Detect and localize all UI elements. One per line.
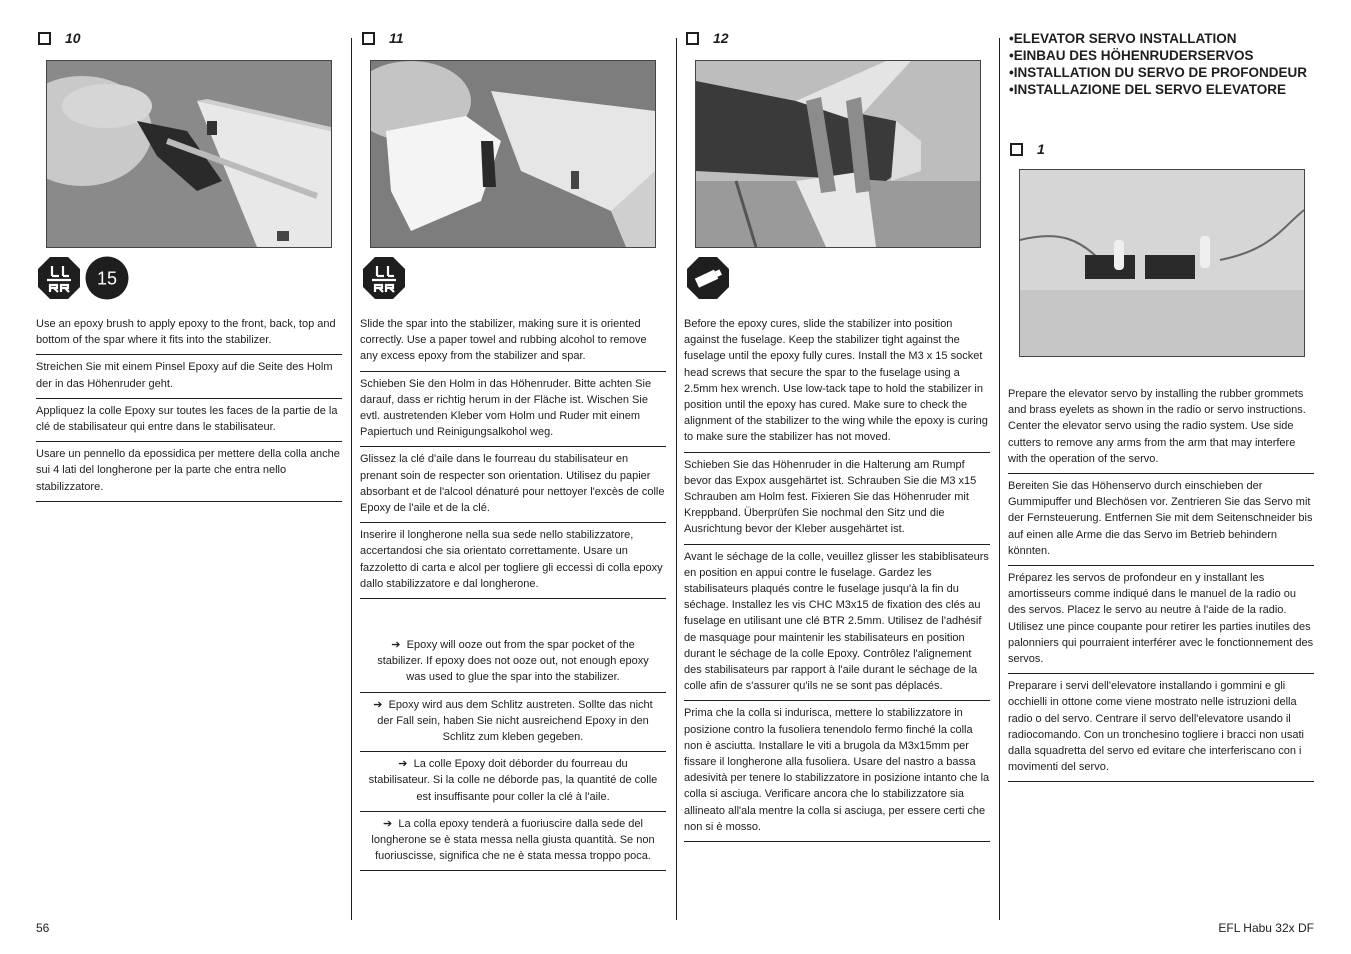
step-heading [362, 30, 404, 46]
step-number: 10 [65, 30, 81, 46]
checkbox-icon[interactable] [362, 32, 375, 45]
heading-it: •INSTALLAZIONE DEL SERVO ELEVATORE [1009, 82, 1287, 97]
paragraph-en: Prepare the elevator servo by installing the rubber grommets and brass eyelets as shown in the radio or servo instructions. Center the elevator servo using the radio system. Use side cutters to remove any arms from the arm that may interfere with the operation of the servo. [1008, 382, 1314, 474]
paragraph-en: Use an epoxy brush to apply epoxy to the front, back, top and bottom of the spar where it fits into the stabilizer. [36, 312, 342, 355]
note-en [360, 633, 666, 693]
paragraph-fr: Avant le séchage de la colle, veuillez glisser les stabiblisateurs en position en appui contre le fuselage. Gardez les stabilisateurs plaqués contre le fuselage jusqu'à la fin du séchage. Installez les vis CHC M3x15 de fixation des clés au fuselage en utilisant une clé BTR 2.5mm. Utilisez de l'adhésif de masquage pour maintenir les stabilisateurs en position durant le séchage de la colle Epoxy. Contrôlez l'alignement des stabilisateurs par rapport à l'aile durant le séchage de la colle afin de s'assurer qu'ils ne se sont pas déplacés. [684, 545, 990, 702]
paragraph-de: Schieben Sie den Holm in das Höhenruder. Bitte achten Sie darauf, dass er richtig herum in der Fläche ist. Wischen Sie evtl. austretenden Kleber vom Holm und Ruder mit einem Papiertuch und Reinigungsalkohol weg. [360, 372, 666, 448]
section-heading [1009, 30, 1309, 98]
checkbox-icon[interactable] [686, 32, 699, 45]
footer-title: EFL Habu 32x DF [1218, 921, 1314, 935]
step-heading [1010, 141, 1045, 157]
step-heading [686, 30, 729, 46]
paragraph-en: Before the epoxy cures, slide the stabilizer into position against the fuselage. Keep the stabilizer tight against the fuselage until the epoxy fully cures. Install the M3 x 15 socket head screws that secure the spar to the fuselage using a 2.5mm hex wrench. Use low-tack tape to hold the stabilizer in position until the epoxy has cured. Make sure to check the alignment of the stabilizer to the wing while the epoxy is curing to make sure the stabilizer has not moved. [684, 312, 990, 453]
instruction-text [1008, 382, 1314, 782]
sanding-block-icon [37, 256, 81, 305]
note-text: Epoxy wird aus dem Schlitz austreten. Sollte das nicht der Fall sein, haben Sie nicht ausreichend Epoxy in den Schlitz zum kleben gegeben. [377, 698, 653, 744]
heading-en: •ELEVATOR SERVO INSTALLATION [1009, 31, 1237, 46]
page-number: 56 [36, 921, 50, 935]
arrow-right-icon: ➔ [391, 639, 401, 651]
arrow-right-icon: ➔ [398, 758, 408, 771]
instruction-text [684, 312, 990, 842]
paragraph-it: Preparare i servi dell'elevatore installando i gommini e gli occhielli in ottone come viene mostrato nelle istruzioni della radio o del servo. Centrare il servo dell'elevatore usando il radiocomando. Con un tronchesino togliere i bracci non usati dalla squadretta del servo ed evitare che interferiscano con i movimenti del servo. [1008, 674, 1314, 782]
step-photo-stabilizer-taped [695, 60, 981, 248]
paragraph-fr: Glissez la clé d'aile dans le fourreau du stabilisateur en prenant soin de respecter son orientation. Utilisez du papier absorbant et de l'alcool dénaturé pour nettoyer l'excès de colle Epoxy de l'aile et de la clé. [360, 447, 666, 523]
note-it [360, 812, 666, 872]
note-box [360, 633, 666, 871]
arrow-right-icon: ➔ [383, 817, 393, 830]
checkbox-icon[interactable] [38, 32, 51, 45]
note-text: La colla epoxy tenderà a fuoriuscire dalla sede del longherone se è stata messa nella giusta quantità. Se non fuoriuscisse, significa che ne è stata messa troppo poca. [371, 817, 655, 863]
step-photo-epoxy-brush [46, 60, 332, 248]
column-divider [999, 38, 1000, 920]
sanding-block-icon [362, 256, 406, 305]
step-photo-servos [1019, 169, 1305, 357]
paragraph-fr: Appliquez la colle Epoxy sur toutes les faces de la partie de la clé de stabilisateur qui entre dans le stabilisateur. [36, 399, 342, 442]
heading-fr: •INSTALLATION DU SERVO DE PROFONDEUR [1009, 65, 1307, 80]
instruction-text [36, 312, 342, 502]
note-de [360, 693, 666, 753]
paragraph-it: Prima che la colla si indurisca, mettere lo stabilizzatore in posizione contro la fusoliera tenendolo fermo finché la colla non è asciutta. Installare le viti a brugola da M3x15mm per fissare il longherone alla fusoliera. Usare del nastro a bassa adesività per tenere lo stabilizzatore in posizione intanto che la colla si asciuga. Verificare ancora che lo stabilizzatore sia allineato all'ala mentre la colla si asciuga, per essere certi che non si è mosso. [684, 701, 990, 842]
paragraph-en: Slide the spar into the stabilizer, making sure it is oriented correctly. Use a paper towel and rubbing alcohol to remove any excess epoxy from the stabilizer and spar. [360, 312, 666, 372]
arrow-right-icon: ➔ [373, 698, 383, 711]
epoxy-tube-icon [686, 256, 730, 305]
heading-de: •EINBAU DES HÖHENRUDERSERVOS [1009, 48, 1254, 63]
instruction-text [360, 312, 666, 599]
step-number: 1 [1037, 141, 1045, 157]
step-photo-spar-insert [370, 60, 656, 248]
paragraph-de: Streichen Sie mit einem Pinsel Epoxy auf die Seite des Holm der in das Höhenruder geht. [36, 355, 342, 398]
step-number: 12 [713, 30, 729, 46]
step-heading [38, 30, 81, 46]
checkbox-icon[interactable] [1010, 143, 1023, 156]
paragraph-de: Bereiten Sie das Höhenservo durch einschieben der Gummipuffer und Blechösen vor. Zentrieren Sie das Servo mit der Fernsteuerung. Entfernen Sie mit dem Seitenschneider bis auf einen alle Arme die das Servo im Betrieb behindern könnten. [1008, 474, 1314, 566]
time-badge-icon [85, 256, 129, 305]
paragraph-it: Usare un pennello da epossidica per mettere della colla anche sui 4 lati del longherone per la parte che entra nello stabilizzatore. [36, 442, 342, 502]
paragraph-de: Schieben Sie das Höhenruder in die Halterung am Rumpf bevor das Expox ausgehärtet ist. Schrauben Sie die M3 x15 Schrauben am Holm fest. Fixieren Sie das Höhenruder mit Kreppband. Überprüfen Sie nochmal den Sitz und die Ausrichtung bevor der Kleber ausgehärtet ist. [684, 453, 990, 545]
paragraph-fr: Préparez les servos de profondeur en y installant les amortisseurs comme indiqué dans le manuel de la radio ou des servos. Placez le servo au neutre à l'aide de la radio. Utilisez une pince coupante pour retirer les parties inutiles des palonniers qui pourraient interférer avec le fonctionnement des servos. [1008, 566, 1314, 674]
note-fr [360, 752, 666, 812]
column-divider [351, 38, 352, 920]
paragraph-it: Inserire il longherone nella sua sede nello stabilizzatore, accertandosi che sia orientato correttamente. Usare un fazzoletto di carta e alcol per togliere gli eccessi di colla epoxy dallo stabilizzatore e dal longherone. [360, 523, 666, 599]
step-number: 11 [389, 30, 404, 46]
column-divider [676, 38, 677, 920]
note-text: Epoxy will ooze out from the spar pocket of the stabilizer. If epoxy does not ooze out, not enough epoxy was used to glue the spar into the stabilizer. [377, 639, 649, 684]
badge-number: 15 [96, 268, 118, 289]
note-text: La colle Epoxy doit déborder du fourreau du stabilisateur. Si la colle ne déborde pas, la quantité de colle est insuffisante pour coller la clé à l'aile. [368, 758, 658, 803]
